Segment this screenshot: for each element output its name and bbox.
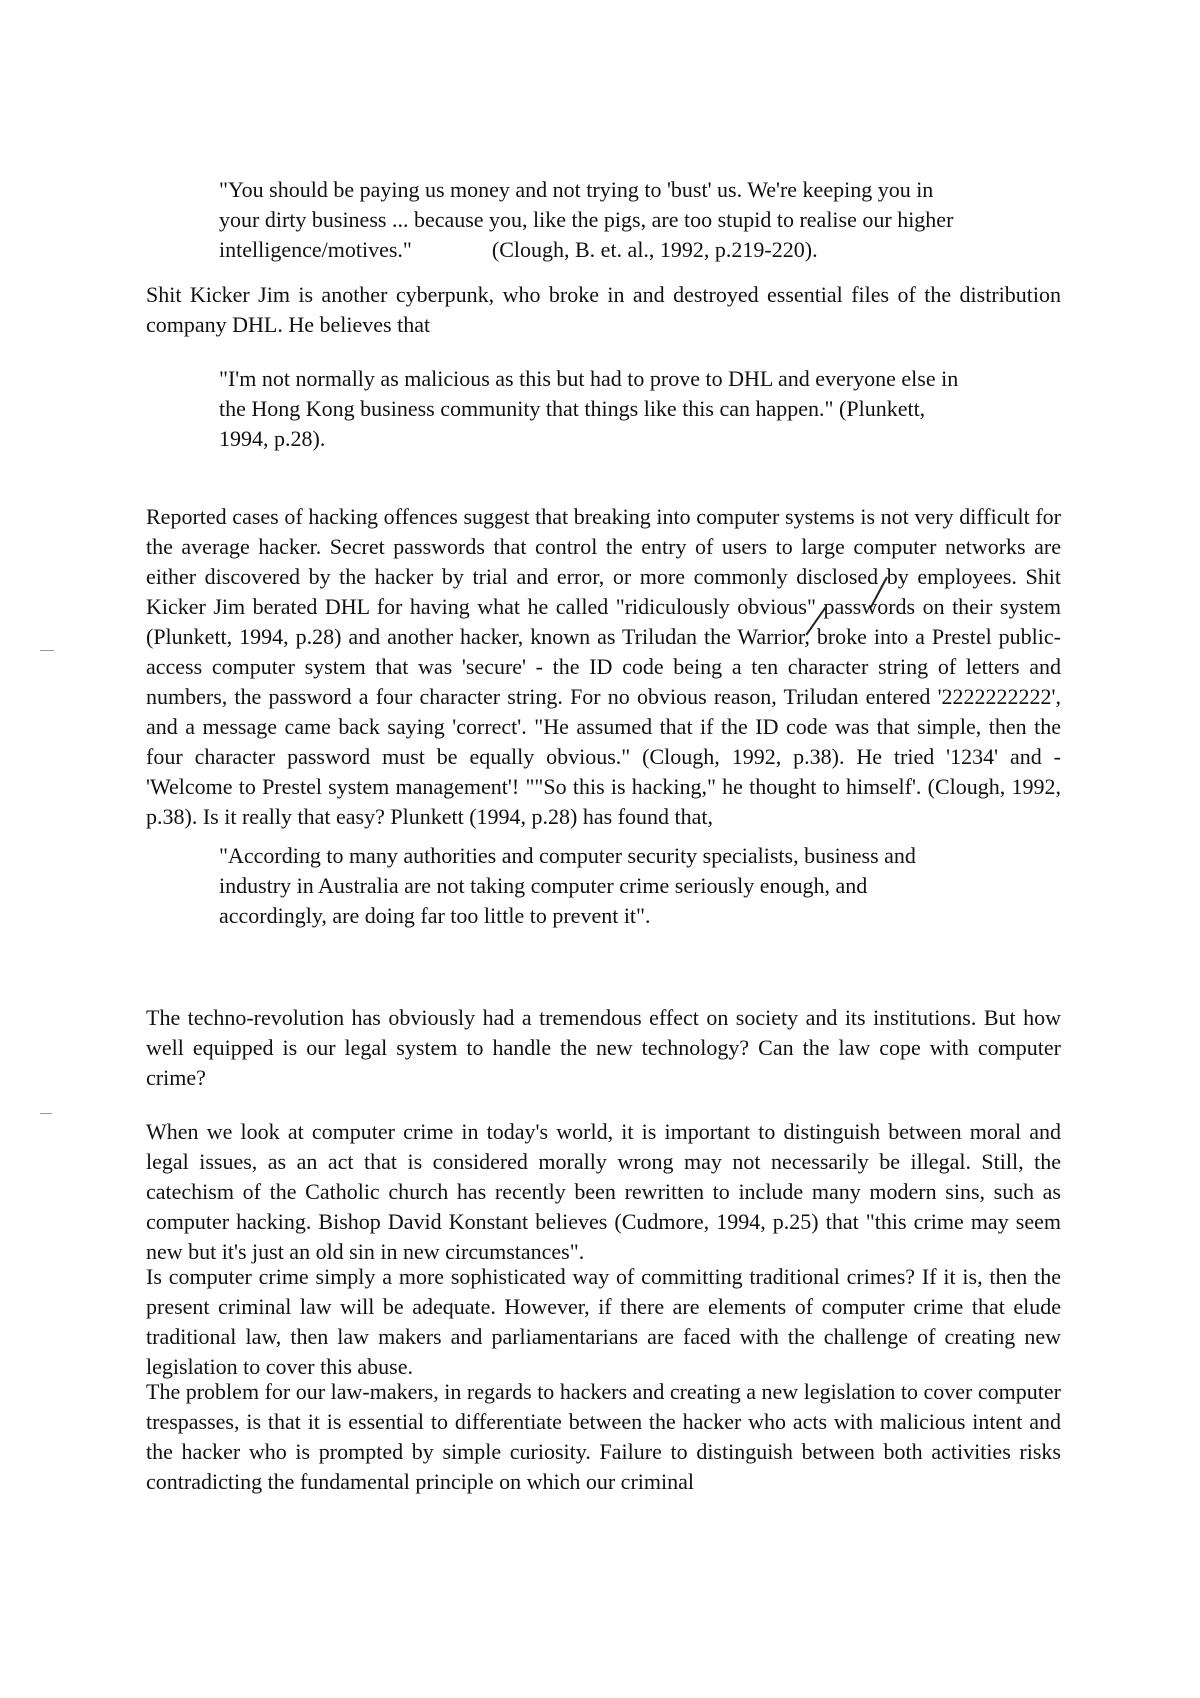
quote-australia-business: "According to many authorities and computer security specialists, business and industry in Australia are not taking computer crime seriously enough, and accordingly, are doing far too little to prevent it". — [219, 843, 916, 928]
quote-cyberpunk-text: "You should be paying us money and not trying to 'bust' us. We're keeping you in your dirty business ... because you, like the pigs, are too stupid to realise our higher intelligence/motives." — [219, 177, 954, 262]
paragraph-law-makers: The problem for our law-makers, in regards to hackers and creating a new legislation to cover computer trespasses, is that it is essential to differentiate between the hacker who acts with malicious intent and the hacker who is prompted by simple curiosity. Failure to distinguish between both activities risks contradicting the fundamental principle on which our criminal — [146, 1379, 1061, 1494]
paragraph-moral-legal: When we look at computer crime in today's world, it is important to distinguish between moral and legal issues, as an act that is considered morally wrong may not necessarily be illegal. Still, the catechism of the Catholic church has recently been rewritten to include many modern sins, such as computer hacking. Bishop David Konstant believes (Cudmore, 1994, p.25) that "this crime may seem new but it's just an old sin in new circumstances". — [146, 1119, 1061, 1264]
quote-cyberpunk-citation: (Clough, B. et. al., 1992, p.219-220). — [491, 237, 818, 262]
margin-mark — [40, 650, 54, 651]
quote-dhl: "I'm not normally as malicious as this but had to prove to DHL and everyone else in the Hong Kong business community that things like this can happen." (Plunkett, 1994, p.28). — [219, 366, 959, 451]
paragraph-hacking-offences: Reported cases of hacking offences suggest that breaking into computer systems is not very difficult for the average hacker. Secret passwords that control the entry of users to large computer networks are either discovered by the hacker by trial and error, or more commonly disclosed by employees. Shit Kicker Jim berated DHL for having what he called "ridiculously obvious" passwords on their system (Plunkett, 1994, p.28) and another hacker, known as Triludan the Warrior, broke into a Prestel public-access computer system that was 'secure' - the ID code being a ten character string of letters and numbers, the password a four character string. For no obvious reason, Triludan entered '2222222222', and a message came back saying 'correct'. "He assumed that if the ID code was that simple, then the four character password must be equally obvious." (Clough, 1992, p.38). He tried '1234' and - 'Welcome to Prestel system management'! ""So this is hacking," he thought to himself'. (Clough, 1992, p.38). Is it really that easy? Plunkett (1994, p.28) has found that, — [146, 504, 1061, 829]
paragraph-shit-kicker-jim: Shit Kicker Jim is another cyberpunk, who broke in and destroyed essential files of the distribution company DHL. He believes that — [146, 282, 1061, 337]
quote-cyberpunk-message — [219, 175, 979, 265]
paragraph-techno-revolution: The techno-revolution has obviously had a tremendous effect on society and its institutions. But how well equipped is our legal system to handle the new technology? Can the law cope with computer crime? — [146, 1005, 1061, 1090]
margin-mark — [40, 1113, 52, 1114]
paragraph-traditional-crimes: Is computer crime simply a more sophisticated way of committing traditional crimes? If it is, then the present criminal law will be adequate. However, if there are elements of computer crime that elude traditional law, then law makers and parliamentarians are faced with the challenge of creating new legislation to cover this abuse. — [146, 1264, 1061, 1379]
